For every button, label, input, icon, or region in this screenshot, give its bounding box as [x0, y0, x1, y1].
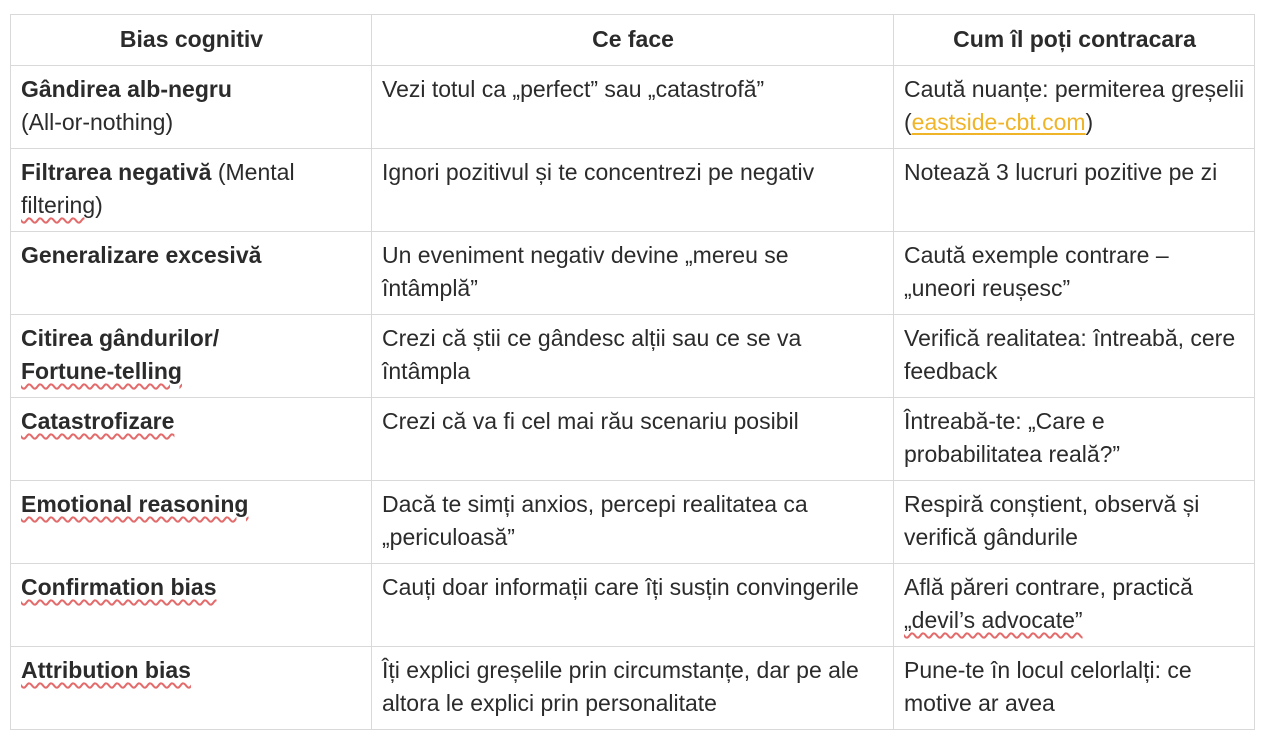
bias-term: Filtrarea negativă [21, 159, 212, 185]
counter-text-end: ) [1085, 109, 1094, 135]
bias-term: Gândirea alb-negru [21, 76, 232, 102]
bias-cell [11, 149, 372, 232]
column-header-bias: Bias cognitiv [11, 15, 372, 66]
effect-cell: Îți explici greșelile prin circumstanțe, dar pe ale altora le explici prin personalitate [372, 647, 894, 730]
effect-cell: Crezi că va fi cel mai rău scenariu posibil [372, 398, 894, 481]
counter-cell: Respiră conștient, observă și verifică gândurile [894, 481, 1255, 564]
counter-cell: Întreabă-te: „Care e probabilitatea reală?” [894, 398, 1255, 481]
spellcheck-word: filtering [21, 192, 96, 218]
source-link[interactable]: eastside-cbt.com [911, 109, 1086, 135]
table-row [11, 149, 1255, 232]
table-row [11, 315, 1255, 398]
counter-cell: Notează 3 lucruri pozitive pe zi [894, 149, 1255, 232]
table-row [11, 232, 1255, 315]
effect-cell: Vezi totul ca „perfect” sau „catastrofă” [372, 66, 894, 149]
counter-cell: Caută exemple contrare – „uneori reușesc” [894, 232, 1255, 315]
bias-term-english: Fortune-telling [21, 358, 182, 384]
counter-cell [894, 564, 1255, 647]
counter-cell: Pune-te în locul celorlalți: ce motive ar avea [894, 647, 1255, 730]
table-row [11, 481, 1255, 564]
bias-cell [11, 647, 372, 730]
spellcheck-phrase: „devil’s advocate” [904, 607, 1083, 633]
column-header-effect: Ce face [372, 15, 894, 66]
bias-cell [11, 232, 372, 315]
bias-term: Confirmation bias [21, 574, 217, 600]
bias-cell [11, 398, 372, 481]
table-row [11, 66, 1255, 149]
bias-term: Citirea gândurilor/ [21, 325, 220, 351]
table-row [11, 564, 1255, 647]
counter-cell [894, 66, 1255, 149]
bias-term-english: (Mental [211, 159, 295, 185]
counter-text: Află păreri contrare, practică [904, 574, 1193, 600]
cognitive-bias-table [10, 14, 1255, 730]
effect-cell: Dacă te simți anxios, percepi realitatea ca „periculoasă” [372, 481, 894, 564]
bias-term: Generalizare excesivă [21, 242, 262, 268]
bias-term: Emotional reasoning [21, 491, 249, 517]
bias-cell [11, 564, 372, 647]
effect-cell: Cauți doar informații care îți susțin convingerile [372, 564, 894, 647]
bias-term-english: (All-or-nothing) [21, 109, 174, 135]
bias-cell [11, 481, 372, 564]
effect-cell: Ignori pozitivul și te concentrezi pe negativ [372, 149, 894, 232]
counter-text: Caută nuanțe: permiterea greșelii ( [904, 76, 1245, 135]
effect-cell: Un eveniment negativ devine „mereu se întâmplă” [372, 232, 894, 315]
table-row [11, 647, 1255, 730]
table-row [11, 398, 1255, 481]
bias-cell [11, 315, 372, 398]
bias-cell [11, 66, 372, 149]
bias-term: Catastrofizare [21, 408, 175, 434]
table-header-row [11, 15, 1255, 66]
bias-term: Attribution bias [21, 657, 191, 683]
bias-term-english-end: ) [95, 192, 103, 218]
effect-cell: Crezi că știi ce gândesc alții sau ce se va întâmpla [372, 315, 894, 398]
column-header-counter: Cum îl poți contracara [894, 15, 1255, 66]
counter-cell: Verifică realitatea: întreabă, cere feedback [894, 315, 1255, 398]
